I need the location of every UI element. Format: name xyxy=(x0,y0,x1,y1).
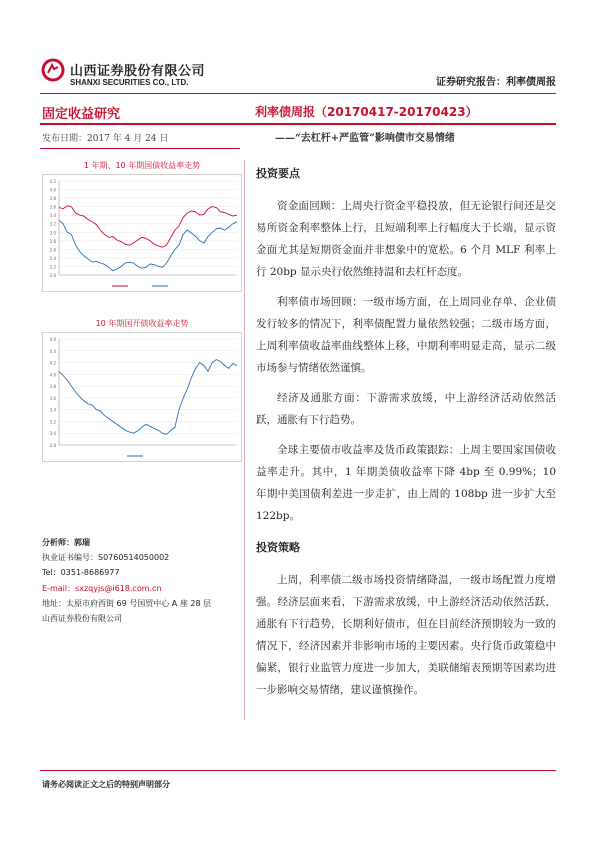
title-rule xyxy=(40,123,556,125)
y-tick-label: 3.2 xyxy=(49,221,56,227)
y-tick-label: 2.0 xyxy=(49,273,56,278)
heading-strategy: 投资策略 xyxy=(256,541,300,554)
y-tick-label: 2.4 xyxy=(49,255,56,261)
chart2-title: 10 年期国开债收益率走势 xyxy=(95,319,189,328)
series-line-2 xyxy=(59,220,237,270)
y-tick-label: 2.6 xyxy=(49,247,56,253)
analyst-cert: 执业证书编号：S0760514050002 xyxy=(42,553,170,562)
para-strategy: 上周，利率债二级市场投资情绪降温，一级市场配置力度增强。经济层面来看，下游需求放缓，中上游经济活动依然活跃，通胀有下行趋势，长期利好债市，但在目前经济预期较为一致的情况下，经济因素并非影响市场的主要因素。央行货币政策稳中偏紧，银行业监管力度进一步加大，美联储缩表预期等因素均进一步影响交易情绪，建议谨慎操作。 xyxy=(256,574,556,696)
heading-key-points: 投资要点 xyxy=(256,167,300,180)
analyst-email[interactable]: E-mail：sxzqyjs@i618.com.cn xyxy=(42,584,162,593)
y-tick-label: 2.2 xyxy=(49,264,56,270)
y-tick-label: 4.2 xyxy=(49,179,56,184)
footer-disclaimer-note: 请务必阅读正文之后的特别声明部分 xyxy=(42,780,170,789)
company-logo-icon xyxy=(41,58,65,82)
publish-date: 发布日期：2017 年 4 月 24 日 xyxy=(42,134,169,144)
analyst-company: 山西证券股份有限公司 xyxy=(42,614,122,623)
series-line-1 xyxy=(59,360,237,435)
para-rate-market: 利率债市场回顾：一级市场方面，在上周同业存单、企业债发行较多的情况下，利率债配置力量依然较强；二级市场方面，上周利率债收益率曲线整体上移，中期利率明显走高，显示二级市场参与情绪依然谨慎。 xyxy=(256,296,556,374)
y-tick-label: 3.4 xyxy=(49,213,56,219)
y-tick-label: 3.6 xyxy=(49,204,56,210)
y-tick-label: 4.0 xyxy=(49,187,56,193)
y-tick-label: 3.0 xyxy=(49,431,56,437)
y-tick-label: 3.0 xyxy=(49,230,56,236)
y-tick-label: 4.4 xyxy=(49,348,56,354)
y-tick-label: 3.6 xyxy=(49,395,56,401)
main-content xyxy=(256,163,556,701)
y-tick-label: 4.6 xyxy=(49,337,56,342)
report-type: 证券研究报告：利率债周报 xyxy=(436,77,556,88)
header-rule xyxy=(40,93,556,94)
y-tick-label: 3.8 xyxy=(49,196,56,202)
brand-name-cn: 山西证券股份有限公司 xyxy=(70,64,206,79)
para-economy: 经济及通胀方面：下游需求放缓，中上游经济活动依然活跃，通胀有下行趋势。 xyxy=(256,392,556,426)
y-tick-label: 2.8 xyxy=(49,238,56,244)
report-title: 利率债周报（20170417-20170423） xyxy=(255,105,478,119)
analyst-name: 分析师：郭瑞 xyxy=(42,538,90,547)
section-title: 固定收益研究 xyxy=(42,107,121,122)
chart1-title: 1 年期、10 年期国债收益率走势 xyxy=(83,161,201,170)
column-divider xyxy=(244,160,245,720)
chart2-yield-cdb-10y xyxy=(42,332,242,462)
analyst-tel: Tel：0351-8686977 xyxy=(42,568,120,577)
report-subtitle: ——“去杠杆+严监管”影响债市交易情绪 xyxy=(275,133,455,144)
analyst-address: 地址：太原市府西街 69 号国贸中心 A 座 28 层 xyxy=(42,599,212,608)
y-tick-label: 3.2 xyxy=(49,419,56,425)
y-tick-label: 3.4 xyxy=(49,407,56,413)
footer-rule xyxy=(40,770,556,771)
chart1-yield-1y-10y xyxy=(42,174,242,292)
y-tick-label: 2.8 xyxy=(49,443,56,448)
para-funding: 资金面回顾：上周央行资金平稳投放，但无论银行间还是交易所资金利率整体上行，且短端利率上行幅度大于长端，显示资金面尤其是短期资金面并非想象中的宽松。6 个月 MLF 利率上行 20bp 显示央行依然维持温和去杠杆态度。 xyxy=(256,200,556,278)
brand-name-en: SHANXI SECURITIES CO., LTD. xyxy=(70,78,189,87)
left-rule xyxy=(40,148,240,149)
y-tick-label: 4.0 xyxy=(49,372,56,378)
y-tick-label: 4.2 xyxy=(49,360,56,366)
y-tick-label: 3.8 xyxy=(49,384,56,390)
para-global: 全球主要债市收益率及货币政策跟踪：上周主要国家国债收益率走升。其中，1 年期美债收益率下降 4bp 至 0.99%；10 年期中美国债利差进一步走扩，由上周的 108bp 进一步扩大至 122bp。 xyxy=(256,444,556,522)
